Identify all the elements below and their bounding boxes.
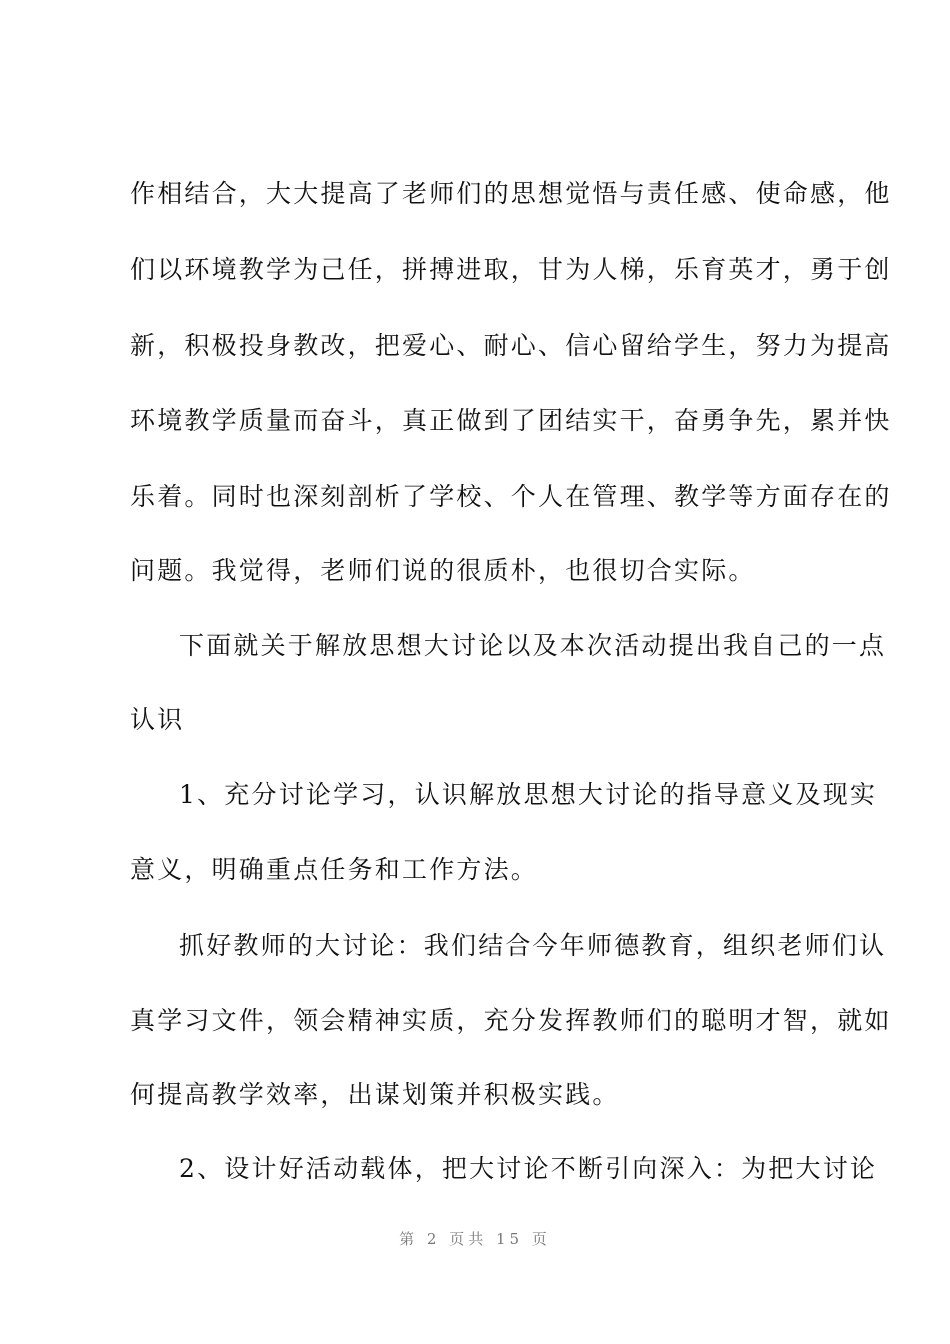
text-line: 们以环境教学为己任，拼搏进取，甘为人梯，乐育英才，勇于创 [130, 255, 892, 284]
text-line: 乐着。同时也深刻剖析了学校、个人在管理、教学等方面存在的 [130, 482, 892, 511]
paragraph-first-line: 抓好教师的大讨论：我们结合今年师德教育，组织老师们认 [179, 931, 887, 960]
text-line: 问题。我觉得，老师们说的很质朴，也很切合实际。 [130, 556, 756, 585]
text-line: 认识 [130, 705, 185, 734]
text-line: 何提高教学效率，出谋划策并积极实践。 [130, 1080, 620, 1109]
text-line: 环境教学质量而奋斗，真正做到了团结实干，奋勇争先，累并快 [130, 406, 892, 435]
text-line: 真学习文件，领会精神实质，充分发挥教师们的聪明才智，就如 [130, 1006, 892, 1035]
list-item-first-line: 1、充分讨论学习，认识解放思想大讨论的指导意义及现实 [179, 780, 878, 809]
paragraph-first-line: 下面就关于解放思想大讨论以及本次活动提出我自己的一点 [179, 631, 887, 660]
text-line: 意义，明确重点任务和工作方法。 [130, 855, 539, 884]
page-number-footer: 第 2 页共 15 页 [399, 1230, 551, 1248]
list-item-first-line: 2、设计好活动载体，把大讨论不断引向深入：为把大讨论 [179, 1154, 878, 1183]
text-line: 作相结合，大大提高了老师们的思想觉悟与责任感、使命感，他 [130, 179, 892, 208]
text-line: 新，积极投身教改，把爱心、耐心、信心留给学生，努力为提高 [130, 331, 892, 360]
